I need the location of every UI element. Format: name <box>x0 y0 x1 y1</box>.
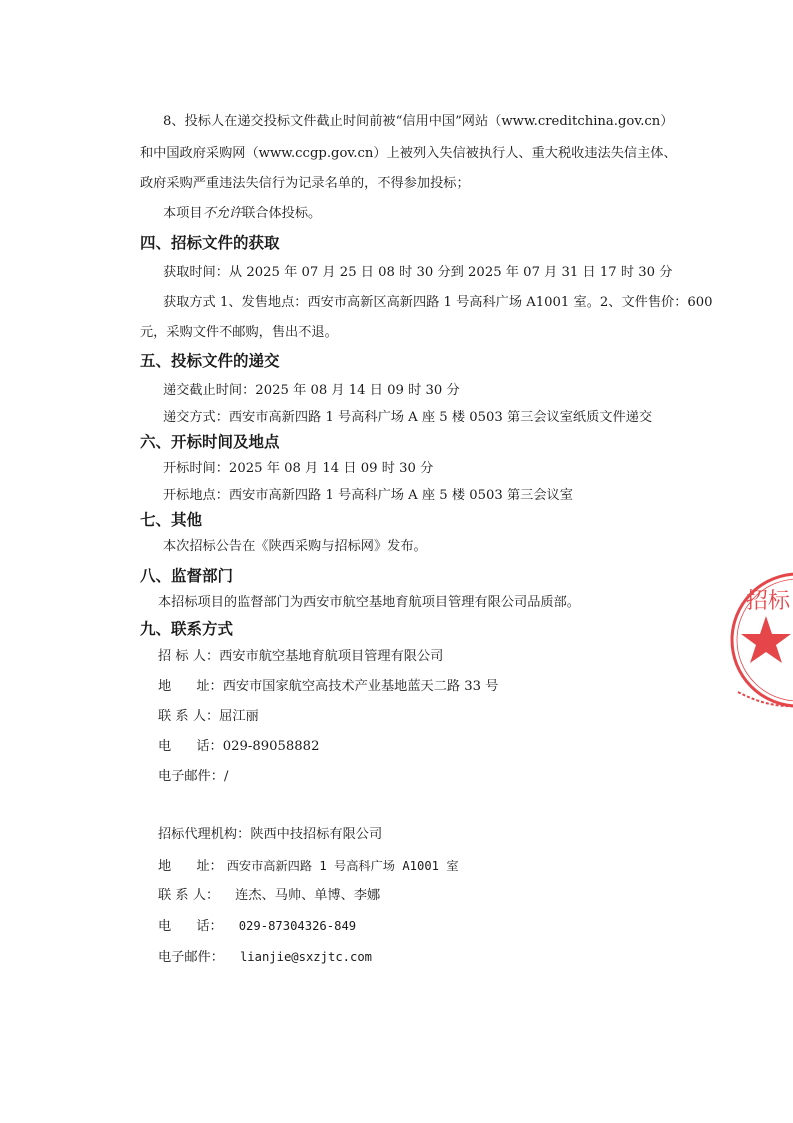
opening-time: 开标时间：2025 年 08 月 14 日 09 时 30 分 <box>163 461 434 476</box>
agency-phone-label: 电 话： <box>158 919 223 934</box>
consortium-statement <box>163 205 321 223</box>
submission-deadline: 递交截止时间：2025 年 08 月 14 日 09 时 30 分 <box>163 383 460 398</box>
agency-email-label: 电子邮件： <box>158 950 224 965</box>
rule-8-line-1: 8、投标人在递交投标文件截止时间前被“信用中国”网站（www.creditchina.gov.cn） <box>163 114 674 129</box>
acquisition-method-line-2: 元，采购文件不邮购，售出不退。 <box>140 325 338 340</box>
tenderer-name-row <box>158 648 443 666</box>
agency-email-row <box>158 948 372 967</box>
agency-phone-value: 029-87304326-849 <box>238 919 357 933</box>
rule-8-line-2: 和中国政府采购网（www.ccgp.gov.cn）上被列入失信被执行人、重大税收违法失信主体、 <box>140 146 677 161</box>
section-5-heading: 五、投标文件的递交 <box>140 352 280 370</box>
tenderer-name-value: 西安市航空基地育航项目管理有限公司 <box>219 649 444 664</box>
rule-8-line-3: 政府采购严重违法失信行为记录名单的，不得参加投标； <box>140 176 470 191</box>
consortium-suffix: 联合体投标。 <box>242 206 322 221</box>
seal-text: 招标 <box>746 589 791 614</box>
seal-star-icon <box>741 616 791 663</box>
tenderer-phone-row <box>158 738 319 756</box>
agency-contact-value: 连杰、马帅、单博、李娜 <box>235 888 381 903</box>
agency-title-value: 陕西中技招标有限公司 <box>250 827 383 842</box>
acquisition-method-line-1: 获取方式 1、发售地点：西安市高新区高新四路 1 号高科广场 A1001 室。2、文件售价：600 <box>163 295 713 310</box>
section-8-heading: 八、监督部门 <box>140 567 234 585</box>
section-6-heading: 六、开标时间及地点 <box>140 433 280 451</box>
acquisition-time: 获取时间：从 2025 年 07 月 25 日 08 时 30 分到 2025 年 07 月 31 日 17 时 30 分 <box>163 265 673 280</box>
publication-notice: 本次招标公告在《陕西采购与招标网》发布。 <box>163 539 427 554</box>
opening-place: 开标地点：西安市高新四路 1 号高科广场 A 座 5 楼 0503 第三会议室 <box>163 488 573 503</box>
agency-email-value: lianjie@sxzjtc.com <box>239 950 373 964</box>
tenderer-phone-value: 029-89058882 <box>222 739 320 754</box>
tenderer-phone-label: 电 话： <box>158 739 223 754</box>
agency-contact-row <box>158 887 380 905</box>
tenderer-contact-label: 联 系 人： <box>158 709 220 724</box>
consortium-emphasis: 不允许 <box>202 206 243 221</box>
tenderer-address-label: 地 址： <box>158 679 223 694</box>
tenderer-contact-value: 屈江丽 <box>219 709 259 724</box>
agency-address-row <box>158 857 459 876</box>
consortium-prefix: 本项目 <box>163 206 203 221</box>
agency-phone-row <box>158 917 356 936</box>
tenderer-address-row <box>158 678 498 696</box>
agency-address-value: 西安市高新四路 1 号高科广场 A1001 室 <box>226 859 459 873</box>
company-seal-stamp <box>728 560 793 720</box>
tenderer-email-value: / <box>223 769 229 784</box>
section-7-heading: 七、其他 <box>140 511 203 529</box>
agency-title-row <box>158 826 382 844</box>
tenderer-email-label: 电子邮件： <box>158 769 224 784</box>
section-4-heading: 四、招标文件的获取 <box>140 234 280 252</box>
tenderer-email-row <box>158 768 228 786</box>
tenderer-name-label: 招 标 人： <box>158 649 220 664</box>
tenderer-address-value: 西安市国家航空高技术产业基地蓝天二路 33 号 <box>222 679 499 694</box>
agency-address-label: 地 址： <box>158 859 223 874</box>
agency-title-label: 招标代理机构： <box>158 827 251 842</box>
section-9-heading: 九、联系方式 <box>140 620 234 638</box>
submission-method: 递交方式：西安市高新四路 1 号高科广场 A 座 5 楼 0503 第三会议室纸质文件递交 <box>163 410 653 425</box>
tenderer-contact-row <box>158 708 259 726</box>
supervision-department: 本招标项目的监督部门为西安市航空基地育航项目管理有限公司品质部。 <box>158 595 580 610</box>
agency-contact-label: 联 系 人： <box>158 888 220 903</box>
